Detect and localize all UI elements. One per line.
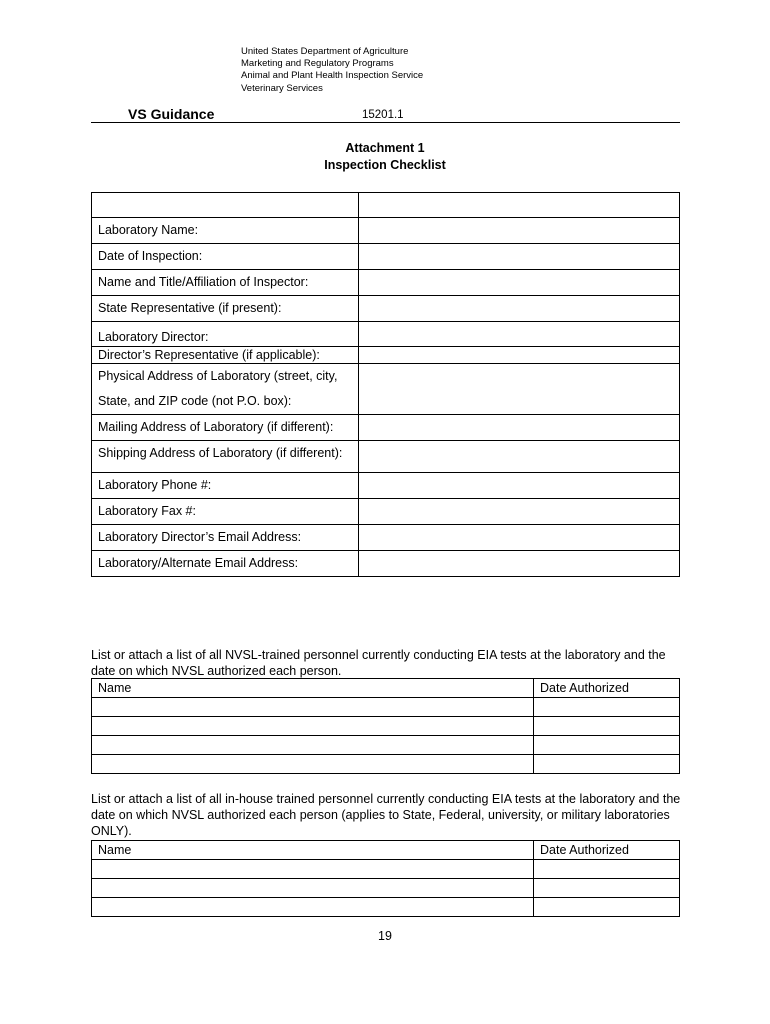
table-header-row	[92, 679, 680, 698]
table-row	[92, 860, 680, 879]
header-divider	[91, 122, 680, 123]
name-cell[interactable]	[92, 698, 534, 717]
inspector-field[interactable]	[359, 270, 680, 296]
table-row	[92, 218, 680, 244]
agency-header	[241, 46, 423, 95]
table-row	[92, 879, 680, 898]
nvsl-personnel-instructions: List or attach a list of all NVSL-trained personnel currently conducting EIA tests at the laboratory and the date on which NVSL authorized each person.	[91, 648, 666, 678]
table-row	[92, 898, 680, 917]
laboratory-name-field[interactable]	[359, 218, 680, 244]
nvsl-personnel-table	[91, 678, 680, 774]
table-row	[92, 441, 680, 473]
physical-address-label: Physical Address of Laboratory (street, city, State, and ZIP code (not P.O. box):	[92, 364, 359, 415]
table-row	[92, 244, 680, 270]
table-row	[92, 755, 680, 774]
table-row	[92, 270, 680, 296]
date-cell[interactable]	[534, 860, 680, 879]
inhouse-personnel-instructions: List or attach a list of all in-house trained personnel currently conducting EIA tests at the laboratory and the date on which NVSL authorized each person (applies to State, Federal, university, or military laboratories ONLY).	[91, 792, 681, 838]
table-spacer-row	[92, 193, 680, 218]
date-authorized-column-header: Date Authorized	[534, 841, 680, 860]
shipping-address-label: Shipping Address of Laboratory (if different):	[92, 441, 359, 473]
director-email-field[interactable]	[359, 525, 680, 551]
table-row	[92, 296, 680, 322]
name-column-header: Name	[92, 679, 534, 698]
name-cell[interactable]	[92, 879, 534, 898]
vs-guidance-title: VS Guidance	[128, 106, 215, 122]
date-cell[interactable]	[534, 736, 680, 755]
name-cell[interactable]	[92, 898, 534, 917]
document-number: 15201.1	[362, 109, 404, 121]
name-cell[interactable]	[92, 717, 534, 736]
date-cell[interactable]	[534, 898, 680, 917]
table-row	[92, 322, 680, 347]
directors-representative-label: Director’s Representative (if applicable):	[92, 346, 359, 364]
table-row	[92, 346, 680, 364]
name-cell[interactable]	[92, 736, 534, 755]
agency-line: Marketing and Regulatory Programs	[241, 58, 394, 70]
laboratory-director-field[interactable]	[359, 322, 680, 347]
page-number: 19	[378, 929, 392, 943]
table-header-row	[92, 841, 680, 860]
name-column-header: Name	[92, 841, 534, 860]
fax-field[interactable]	[359, 499, 680, 525]
attachment-title: Attachment 1	[345, 141, 425, 155]
mailing-address-label: Mailing Address of Laboratory (if different):	[92, 415, 359, 441]
inhouse-personnel-table	[91, 840, 680, 917]
table-row	[92, 736, 680, 755]
spacer-cell	[359, 193, 680, 218]
table-row	[92, 499, 680, 525]
date-authorized-column-header: Date Authorized	[534, 679, 680, 698]
date-cell[interactable]	[534, 755, 680, 774]
agency-line: United States Department of Agriculture	[241, 46, 409, 57]
spacer-cell	[92, 193, 359, 218]
date-cell[interactable]	[534, 717, 680, 736]
state-representative-field[interactable]	[359, 296, 680, 322]
agency-line: Animal and Plant Health Inspection Service	[241, 70, 424, 82]
director-email-label: Laboratory Director’s Email Address:	[92, 525, 359, 551]
table-row	[92, 415, 680, 441]
laboratory-director-label: Laboratory Director:	[92, 322, 359, 347]
date-cell[interactable]	[534, 879, 680, 898]
table-row	[92, 473, 680, 499]
date-cell[interactable]	[534, 698, 680, 717]
name-cell[interactable]	[92, 860, 534, 879]
mailing-address-field[interactable]	[359, 415, 680, 441]
phone-label: Laboratory Phone #:	[92, 473, 359, 499]
table-row	[92, 364, 680, 415]
table-row	[92, 551, 680, 577]
alternate-email-field[interactable]	[359, 551, 680, 577]
date-of-inspection-label: Date of Inspection:	[92, 244, 359, 270]
attachment-subtitle: Inspection Checklist	[324, 158, 446, 172]
table-row	[92, 698, 680, 717]
fax-label: Laboratory Fax #:	[92, 499, 359, 525]
state-representative-label: State Representative (if present):	[92, 296, 359, 322]
inspection-info-table	[91, 192, 680, 577]
name-cell[interactable]	[92, 755, 534, 774]
shipping-address-field[interactable]	[359, 441, 680, 473]
physical-address-field[interactable]	[359, 364, 680, 415]
alternate-email-label: Laboratory/Alternate Email Address:	[92, 551, 359, 577]
laboratory-name-label: Laboratory Name:	[92, 218, 359, 244]
inspector-label: Name and Title/Affiliation of Inspector:	[92, 270, 359, 296]
agency-line: Veterinary Services	[241, 82, 323, 94]
table-row	[92, 525, 680, 551]
directors-representative-field[interactable]	[359, 346, 680, 364]
phone-field[interactable]	[359, 473, 680, 499]
date-of-inspection-field[interactable]	[359, 244, 680, 270]
table-row	[92, 717, 680, 736]
